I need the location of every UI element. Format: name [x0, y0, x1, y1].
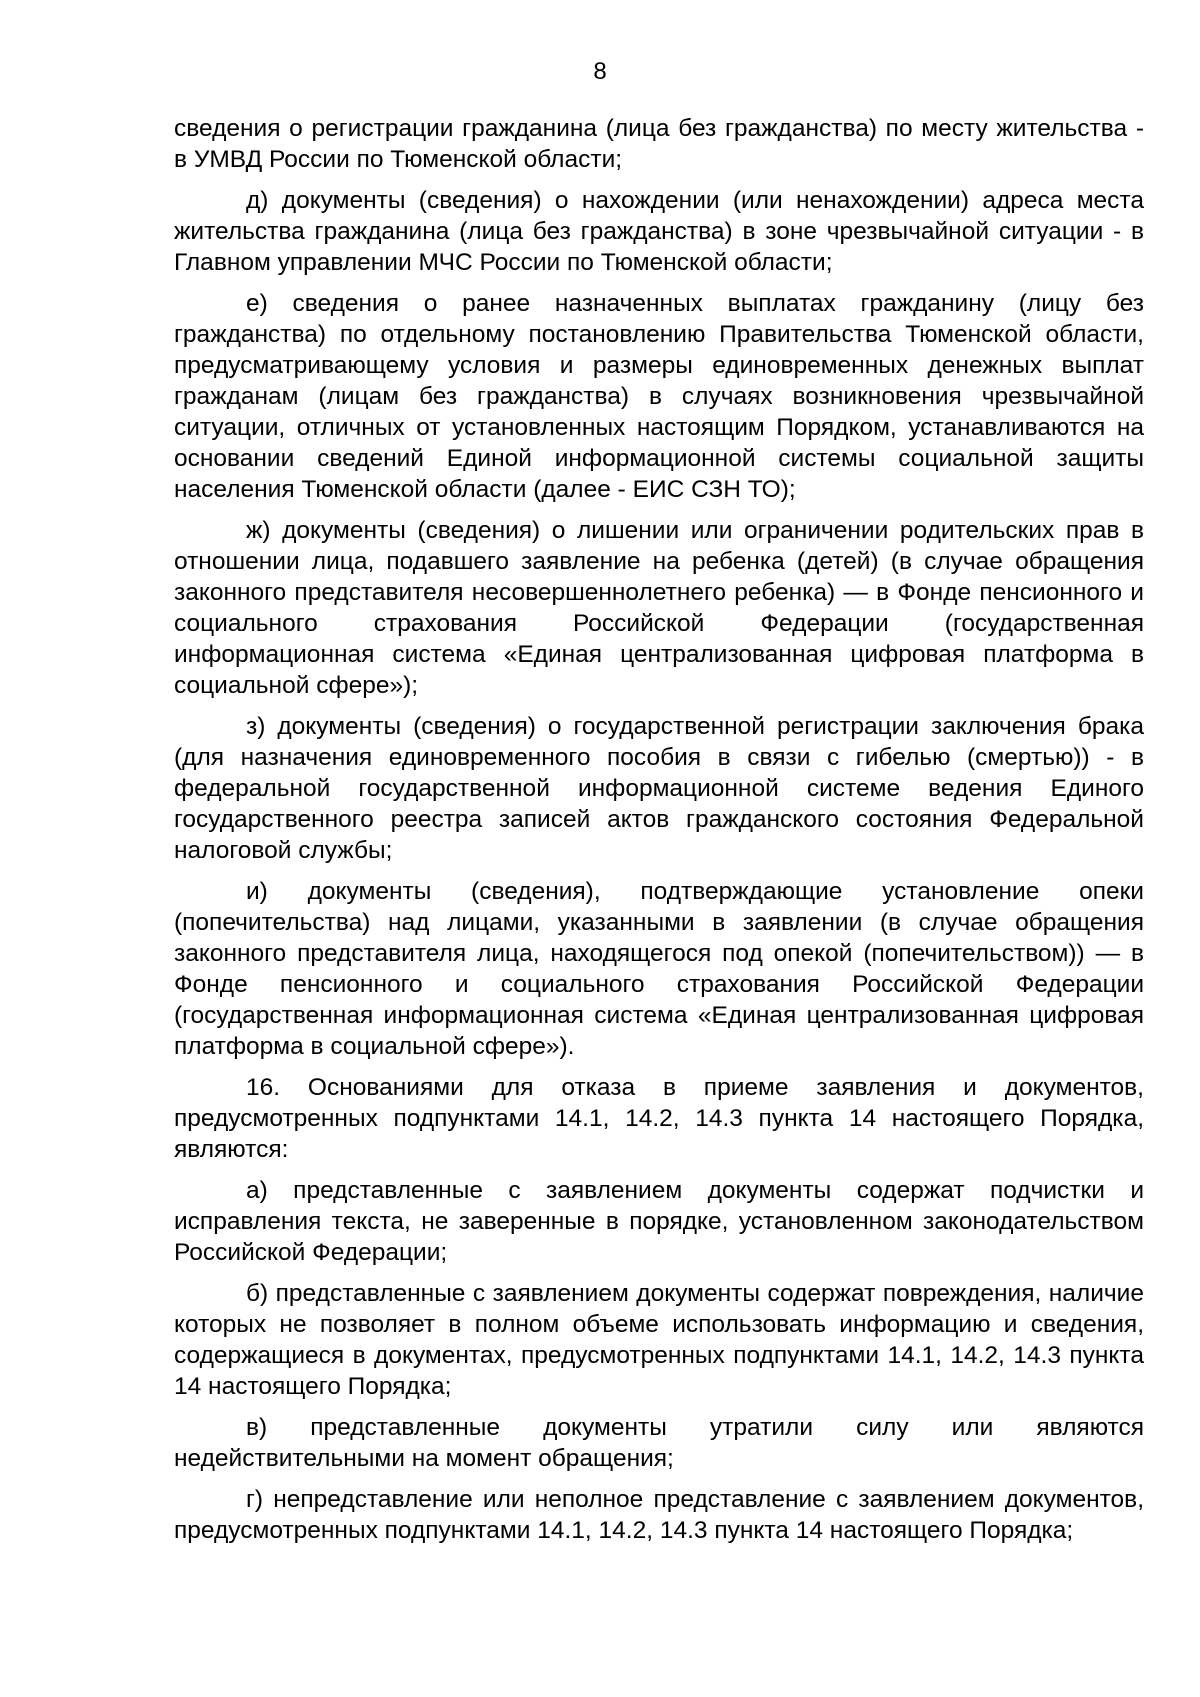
- paragraph-item-zh: ж) документы (сведения) о лишении или ограничении родительских прав в отношении лица, подавшего заявление на ребенка (детей) (в случае обращения законного представителя несовершеннолетнего ребенка) — в Фонде пенсионного и социального страхования Российской Федерации (государственная информационная система «Единая централизованная цифровая платформа в социальной сфере»);: [174, 517, 1144, 699]
- paragraph-registration-info: сведения о регистрации гражданина (лица без гражданства) по месту жительства - в УМВД России по Тюменской области;: [174, 115, 1144, 173]
- paragraph-section-16: 16. Основаниями для отказа в приеме заявления и документов, предусмотренных подпунктами 14.1, 14.2, 14.3 пункта 14 настоящего Порядка, являются:: [174, 1074, 1144, 1163]
- paragraph-item-z: з) документы (сведения) о государственной регистрации заключения брака (для назначения единовременного пособия в связи с гибелью (смертью)) - в федеральной государственной информационной системе ведения Единого государственного реестра записей актов гражданского состояния Федеральной налоговой службы;: [174, 713, 1144, 864]
- paragraph-item-a: а) представленные с заявлением документы содержат подчистки и исправления текста, не заверенные в порядке, установленном законодательством Российской Федерации;: [174, 1177, 1144, 1266]
- document-body: [174, 113, 1144, 1556]
- paragraph-item-d: д) документы (сведения) о нахождении (или ненахождении) адреса места жительства гражданина (лица без гражданства) в зоне чрезвычайной ситуации - в Главном управлении МЧС России по Тюменской области;: [174, 187, 1144, 276]
- paragraph-item-v: в) представленные документы утратили силу или являются недействительными на момент обращения;: [174, 1414, 1144, 1472]
- paragraph-item-e: е) сведения о ранее назначенных выплатах гражданину (лицу без гражданства) по отдельному постановлению Правительства Тюменской области, предусматривающему условия и размеры единовременных денежных выплат гражданам (лицам без гражданства) в случаях возникновения чрезвычайной ситуации, отличных от установленных настоящим Порядком, устанавливаются на основании сведений Единой информационной системы социальной защиты населения Тюменской области (далее - ЕИС СЗН ТО);: [174, 290, 1144, 503]
- paragraph-item-g: г) непредставление или неполное представление с заявлением документов, предусмотренных подпунктами 14.1, 14.2, 14.3 пункта 14 настоящего Порядка;: [174, 1486, 1144, 1544]
- paragraph-item-i: и) документы (сведения), подтверждающие установление опеки (попечительства) над лицами, указанными в заявлении (в случае обращения законного представителя лица, находящегося под опекой (попечительством)) — в Фонде пенсионного и социального страхования Российской Федерации (государственная информационная система «Единая централизованная цифровая платформа в социальной сфере»).: [174, 878, 1144, 1060]
- page-number: 8: [593, 58, 607, 85]
- paragraph-item-b: б) представленные с заявлением документы содержат повреждения, наличие которых не позволяет в полном объеме использовать информацию и сведения, содержащиеся в документах, предусмотренных подпунктами 14.1, 14.2, 14.3 пункта 14 настоящего Порядка;: [174, 1280, 1144, 1400]
